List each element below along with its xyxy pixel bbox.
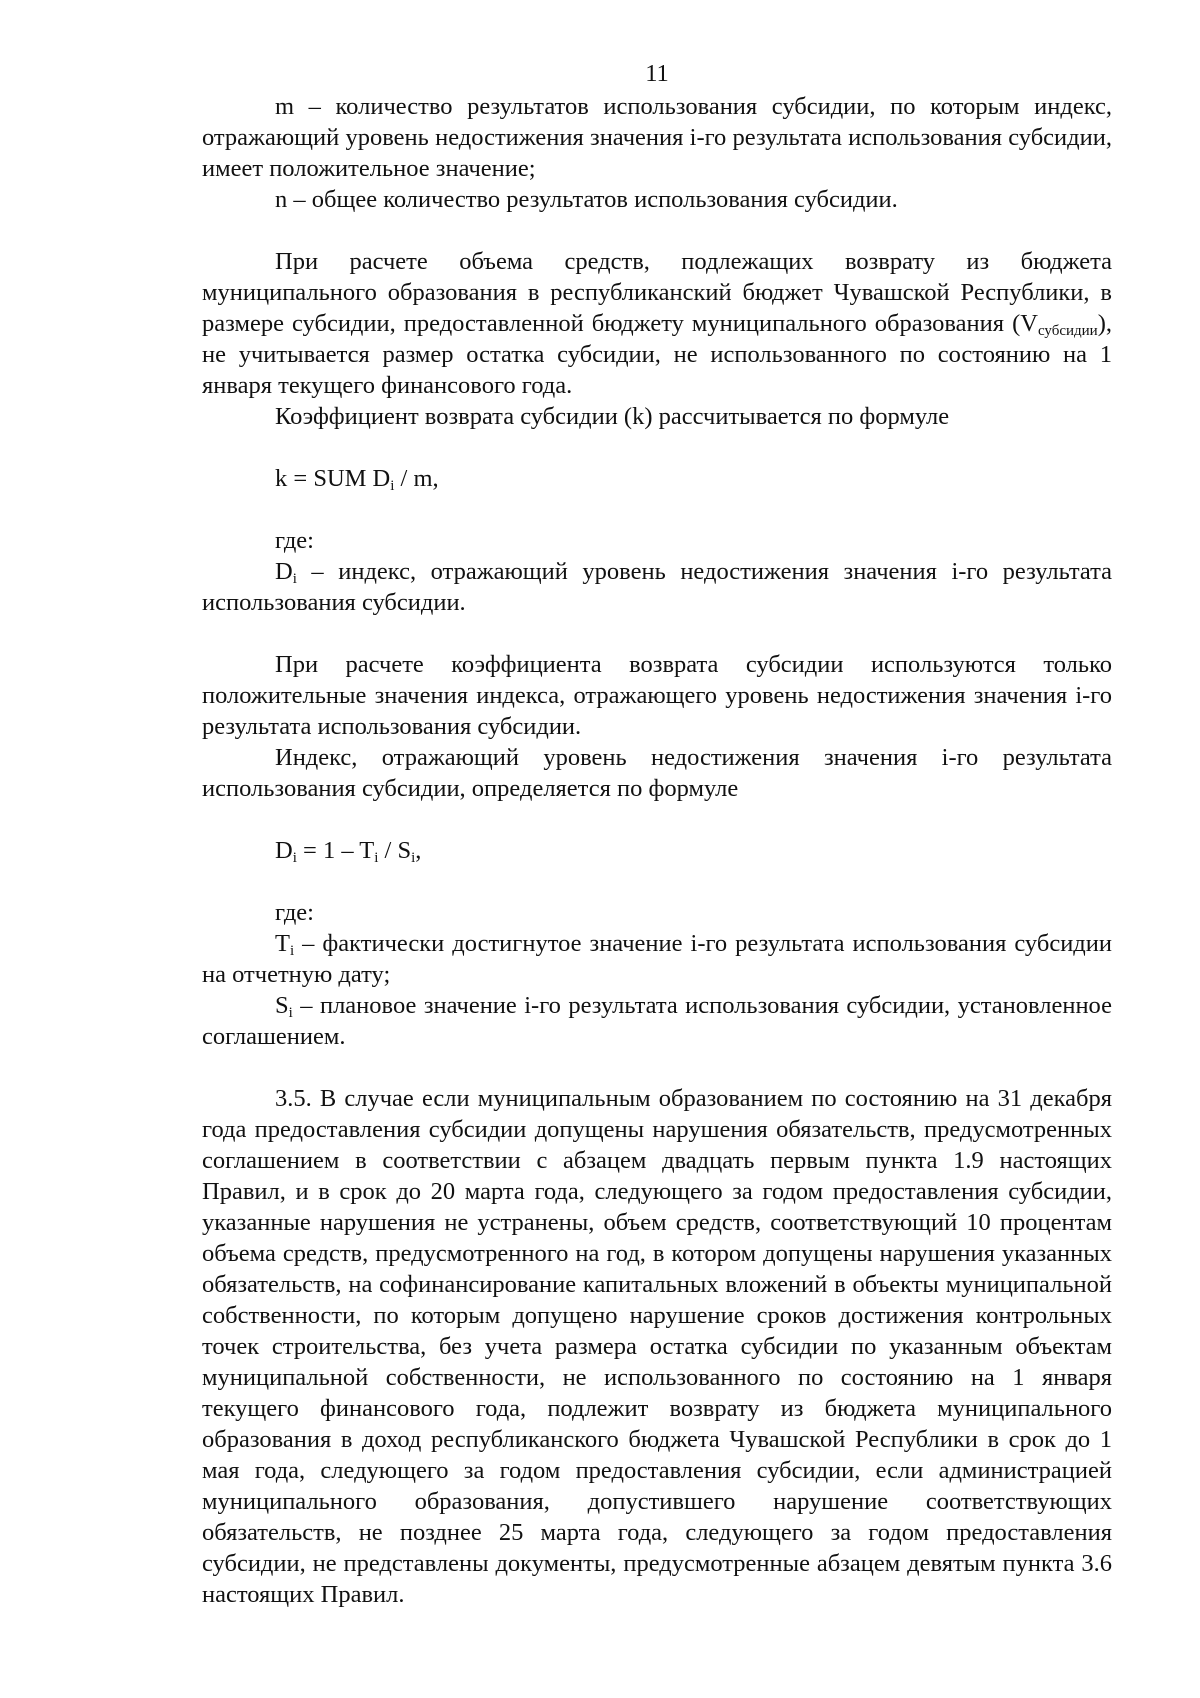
spacer	[202, 804, 1112, 835]
subscript: i	[411, 850, 416, 866]
text-run: ), не учитывается размер остатка субсидии, не использованного по состоянию на 1 января текущего финансового года.	[202, 310, 1112, 399]
formula-k	[202, 463, 1112, 494]
formula-part: k = SUM D	[275, 465, 391, 492]
subscript: i	[292, 850, 297, 866]
where-label: где:	[275, 527, 314, 554]
page-content	[202, 58, 1112, 1610]
paragraph-positive-values: При расчете коэффициента возврата субсидии используются только положительные значения индекса, отражающего уровень недостижения значения i-го результата использования субсидии.	[202, 651, 1112, 740]
text-run: – фактически достигнутое значение i-го результата использования субсидии на отчетную дату;	[202, 930, 1112, 988]
text-run: D	[275, 558, 293, 585]
paragraph-m-definition: m – количество результатов использования субсидии, по которым индекс, отражающий уровень недостижения значения i-го результата использования субсидии, имеет положительное значение;	[202, 93, 1112, 182]
subscript: i	[292, 571, 297, 587]
subscript: i	[374, 850, 379, 866]
paragraph-n-definition: n – общее количество результатов использования субсидии.	[275, 186, 898, 213]
spacer	[202, 432, 1112, 463]
subscript: i	[289, 943, 295, 959]
formula-part: ,	[415, 837, 422, 864]
spacer	[202, 618, 1112, 649]
spacer	[202, 494, 1112, 525]
text-run: При расчете объема средств, подлежащих возврату из бюджета муниципального образования в республиканский бюджет Чувашской Республики, в размере субсидии, предоставленной бюджету муниципального образования (V	[202, 248, 1112, 337]
spacer	[202, 866, 1112, 897]
subscript: субсидии	[1037, 323, 1098, 339]
page-number: 11	[645, 60, 669, 87]
paragraph-di-definition	[202, 556, 1112, 618]
paragraph-ti-definition	[202, 928, 1112, 990]
paragraph-si-definition	[202, 990, 1112, 1052]
spacer	[202, 1052, 1112, 1083]
formula-part: / S	[378, 837, 412, 864]
paragraph-section-3-5: 3.5. В случае если муниципальным образованием по состоянию на 31 декабря года предоставления субсидии допущены нарушения обязательств, предусмотренных соглашением в соответствии с абзацем двадцать первым пункта 1.9 настоящих Правил, и в срок до 20 марта года, следующего за годом предоставления субсидии, указанные нарушения не устранены, объем средств, соответствующий 10 процентам объема средств, предусмотренного на год, в котором допущены нарушения указанных обязательств, на софинансирование капитальных вложений в объекты муниципальной собственности, по которым допущено нарушение сроков достижения контрольных точек строительства, без учета размера остатка субсидии по указанным объектам муниципальной собственности, не использованного по состоянию на 1 января текущего финансового года, подлежит возврату из бюджета муниципального образования в доход республиканского бюджета Чувашской Республики в срок до 1 мая года, следующего за годом предоставления субсидии, если администрацией муниципального образования, допустившего нарушение соответствующих обязательств, не позднее 25 марта года, следующего за годом предоставления субсидии, не представлены документы, предусмотренные абзацем девятым пункта 3.6 настоящих Правил.	[202, 1085, 1112, 1608]
paragraph-volume-calculation	[202, 246, 1112, 401]
text-run: S	[275, 992, 289, 1019]
paragraph-index-intro: Индекс, отражающий уровень недостижения значения i-го результата использования субсидии, определяется по формуле	[202, 744, 1112, 802]
text-run: – индекс, отражающий уровень недостижения значения i-го результата использования субсидии.	[202, 558, 1112, 616]
subscript: i	[288, 1005, 293, 1021]
text-run: – плановое значение i-го результата использования субсидии, установленное соглашением.	[202, 992, 1112, 1050]
formula-part: D	[275, 837, 293, 864]
spacer	[202, 215, 1112, 246]
where-label: где:	[275, 899, 314, 926]
formula-di	[202, 835, 1112, 866]
formula-part: / m,	[394, 465, 439, 492]
paragraph-coefficient-intro: Коэффициент возврата субсидии (k) рассчитывается по формуле	[275, 403, 950, 430]
subscript: i	[390, 478, 395, 494]
text-run: T	[275, 930, 290, 957]
formula-part: = 1 – T	[296, 837, 375, 864]
